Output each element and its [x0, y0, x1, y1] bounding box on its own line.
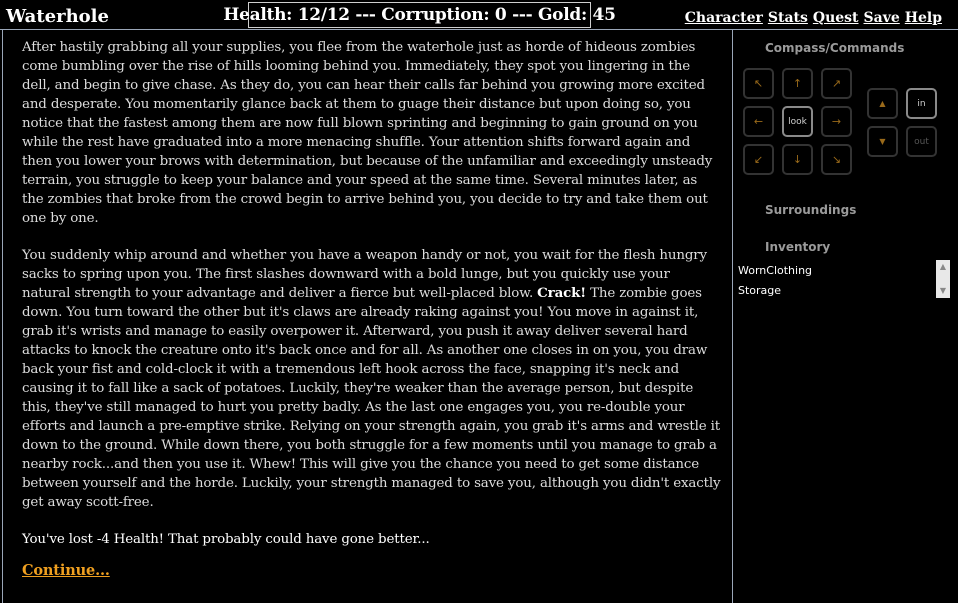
status-readout: Health: 12/12 --- Corruption: 0 --- Gold: 45: [248, 2, 591, 28]
compass-southeast-button[interactable]: [821, 144, 852, 175]
out-button[interactable]: [906, 126, 937, 157]
arrow-south-icon: ↓: [792, 153, 803, 166]
nav-quest-link[interactable]: Quest: [812, 10, 859, 26]
compass-south-button[interactable]: [782, 144, 813, 175]
compass-east-button[interactable]: [821, 106, 852, 137]
compass-southwest-button[interactable]: [743, 144, 774, 175]
story-text-segment: You suddenly whip around and whether you have a weapon handy or not, you wait for the flesh hungry sacks to spring upon you. The first slashes downward with a bold lunge, but you quickly use your natural strength to your advantage and deliver a fierce but well-placed blow.: [22, 248, 707, 301]
scroll-up-icon[interactable]: ▲: [939, 262, 947, 271]
compass-north-button[interactable]: [782, 68, 813, 99]
compass-heading: Compass/Commands: [765, 41, 905, 55]
arrow-down-icon: ▼: [879, 137, 886, 146]
in-label: in: [917, 98, 926, 109]
inventory-item-wornclothing[interactable]: WornClothing: [738, 264, 813, 277]
inventory-scrollbar[interactable]: [936, 260, 950, 298]
sidebar: [734, 30, 958, 603]
out-label: out: [914, 136, 929, 147]
compass-west-button[interactable]: [743, 106, 774, 137]
location-title: Waterhole: [6, 6, 109, 27]
arrow-north-icon: ↑: [792, 77, 803, 90]
inventory-item-storage[interactable]: Storage: [738, 284, 782, 297]
story-emphasis: Crack!: [537, 285, 586, 301]
down-button[interactable]: [867, 126, 898, 157]
inventory-list: [734, 260, 950, 300]
surroundings-heading: Surroundings: [765, 203, 857, 217]
look-label: look: [788, 116, 807, 127]
up-button[interactable]: [867, 88, 898, 119]
nav-help-link[interactable]: Help: [904, 10, 942, 26]
story-text-segment: The zombie goes down. You turn toward the other but it's claws are already raking against you! You move in against it, grab it's wrists and manage to easily overpower it. Afterward, you push it away deliver several hard attacks to knock the creature onto it's back once and for all. As another one closes in on you, you draw back your fist and cold-clock it with a tremendous left hook across the face, snapping it's neck and causing it to fall like a sack of potatoes. Luckily, they're weaker than the average person, but despite this, they've still managed to hurt you pretty badly. As the last one engages you, you re-double your efforts and launch a pre-emptive strike. Relying on your strength again, you grab it's arms and wrestle it down to the ground. While down there, you both struggle for a few moments until you manage to grab a nearby rock...and then you use it. Whew! This will give you the chance you need to get some distance between yourself and the horde. Luckily, your strength managed to save you, although you didn't exactly get away scott-free.: [22, 286, 721, 510]
arrow-southeast-icon: ↘: [831, 153, 842, 166]
story-paragraph: After hastily grabbing all your supplies, you flee from the waterhole just as horde of hideous zombies come bumbling over the rise of hills looming behind you. Immediately, they spot you lingering in the dell, and begin to give chase. As they do, you can hear their calls far behind you growing more excited and desperate. You momentarily glance back at them to guage their distance but upon doing so, you notice that the fastest among them are now full blown sprinting and beginning to gain ground on you while the rest have graduated into a more menacing shuffle. Your attention shifts forward again and then you lower your brows with determination, but because of the unfamiliar and exceedingly unsteady terrain, you struggle to keep your balance and your speed at the same time. Several minutes later, as the zombies that broke from the crowd begin to arrive behind you, you decide to try and take them out one by one.: [22, 40, 713, 226]
look-button[interactable]: [782, 106, 813, 137]
arrow-northeast-icon: ↗: [831, 77, 842, 90]
continue-link[interactable]: Continue...: [22, 562, 110, 579]
story-text: [22, 38, 722, 581]
nav-character-link[interactable]: Character: [684, 10, 763, 26]
arrow-west-icon: ←: [753, 115, 764, 128]
arrow-up-icon: ▲: [879, 99, 886, 108]
story-paragraph: [22, 246, 722, 512]
inventory-heading: Inventory: [765, 240, 831, 254]
arrow-northwest-icon: ↖: [753, 77, 764, 90]
arrow-southwest-icon: ↙: [753, 153, 764, 166]
compass-northeast-button[interactable]: [821, 68, 852, 99]
top-nav: [685, 10, 942, 26]
top-bar: [0, 0, 958, 30]
scroll-down-icon[interactable]: ▼: [939, 286, 947, 295]
nav-stats-link[interactable]: Stats: [767, 10, 808, 26]
compass-northwest-button[interactable]: [743, 68, 774, 99]
arrow-east-icon: →: [831, 115, 842, 128]
health-loss-message: You've lost -4 Health! That probably could have gone better...: [22, 532, 430, 547]
in-button[interactable]: [906, 88, 937, 119]
nav-save-link[interactable]: Save: [863, 10, 900, 26]
